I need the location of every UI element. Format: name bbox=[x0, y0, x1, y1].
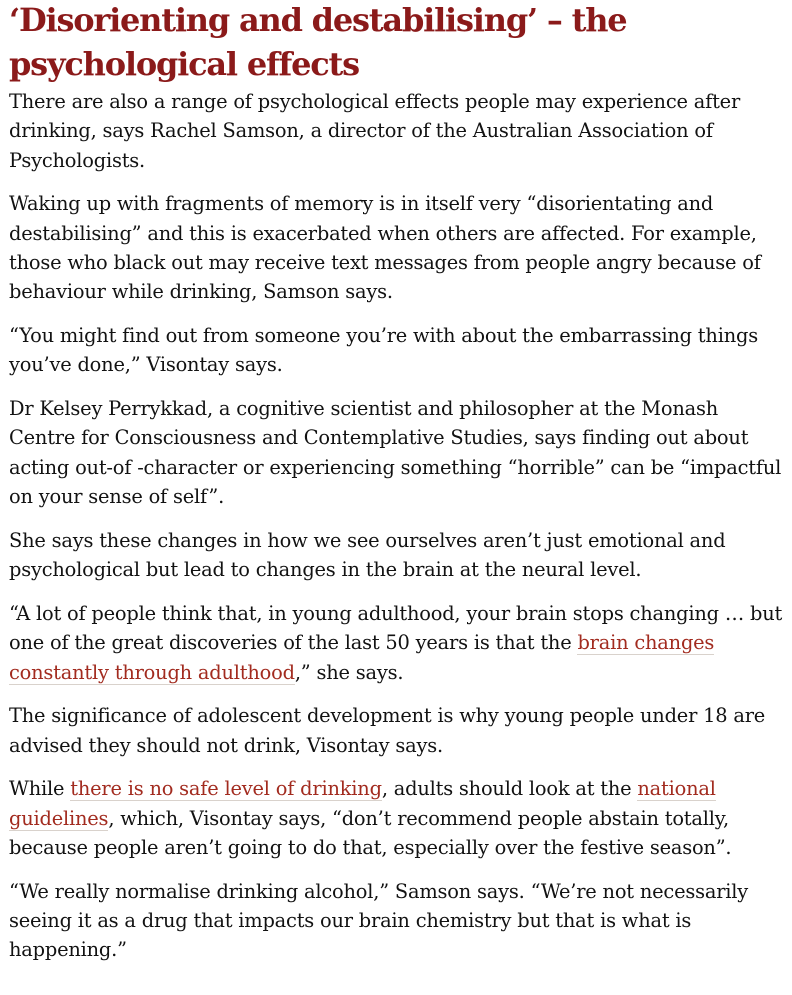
no-safe-level-link[interactable]: there is no safe level of drinking bbox=[70, 777, 382, 801]
paragraph-8 bbox=[9, 774, 783, 862]
paragraph-8-text-middle: , adults should look at the bbox=[381, 777, 638, 801]
paragraph-8-text-after: , which, Visontay says, “don’t recommend people abstain totally, because people aren’t going to do that, especially over the festive season”. bbox=[9, 806, 732, 860]
paragraph-5: She says these changes in how we see ourselves aren’t just emotional and psychological but lead to changes in the brain at the neural level. bbox=[9, 528, 726, 582]
section-heading: ‘Disorienting and destabilising’ – the psychological effects bbox=[9, 1, 627, 83]
paragraph-6-text-before: “A lot of people think that, in young adulthood, your brain stops changing … but one of the great discoveries of the last 50 years is that the bbox=[9, 601, 783, 655]
paragraph-4: Dr Kelsey Perrykkad, a cognitive scientist and philosopher at the Monash Centre for Consciousness and Contemplative Studies, says finding out about acting out-of -character or experiencing something “horrible” can be “impactful on your sense of self”. bbox=[9, 397, 782, 509]
paragraph-7: The significance of adolescent development is why young people under 18 are advised they should not drink, Visontay says. bbox=[9, 704, 766, 757]
paragraph-9: “We really normalise drinking alcohol,” Samson says. “We’re not necessarily seeing it as a drug that impacts our brain chemistry but that is what is happening.” bbox=[9, 879, 749, 962]
paragraph-1: There are also a range of psychological effects people may experience after drinking, says Rachel Samson, a director of the Australian Association of Psychologists. bbox=[9, 90, 741, 172]
paragraph-8-text-before: While bbox=[9, 777, 71, 801]
brain-changes-link[interactable]: brain changes constantly through adulthood bbox=[9, 631, 715, 684]
paragraph-3: “You might find out from someone you’re with about the embarrassing things you’ve done,” Visontay says. bbox=[9, 324, 758, 377]
national-guidelines-link[interactable]: national guidelines bbox=[9, 777, 716, 830]
paragraph-2: Waking up with fragments of memory is in itself very “disorientating and destabilising” and this is exacerbated when others are affected. For example, those who black out may receive text messages from people angry because of behaviour while drinking, Samson says. bbox=[9, 192, 761, 304]
paragraph-6 bbox=[9, 599, 783, 687]
paragraph-6-text-after: ,” she says. bbox=[294, 660, 404, 684]
